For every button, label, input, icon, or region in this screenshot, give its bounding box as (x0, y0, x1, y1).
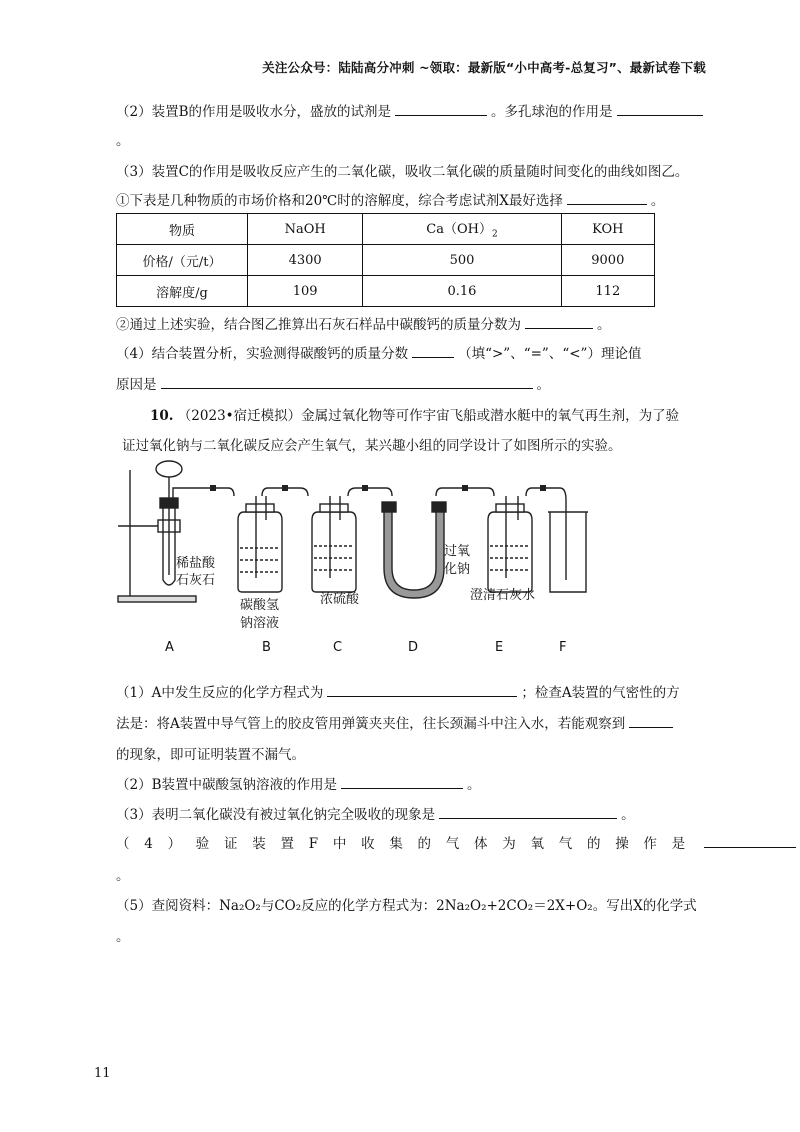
s4-char: 气 (558, 836, 573, 852)
label-na2o2-1: 过氧 (444, 544, 471, 559)
bottle-b (238, 512, 282, 592)
label-nahco3-1: 碳酸氢 (240, 598, 280, 613)
letter-a: A (165, 640, 174, 655)
table-cell: 价格/（元/t） (117, 245, 248, 276)
table-cell: 109 (248, 276, 363, 307)
letter-c: C (333, 640, 343, 655)
subq-4-end: 。 (116, 868, 130, 884)
subq-1-line-1 (116, 681, 680, 701)
q3-sub2-end: 。 (597, 317, 611, 333)
bottle-e (488, 512, 532, 592)
letter-e: E (495, 640, 504, 655)
label-nahco3-2: 钠溶液 (240, 616, 280, 631)
q4-text-2: （填“>”、“=”、“<”）理论值 (458, 346, 642, 362)
letter-d: D (408, 640, 419, 655)
bottle-f (550, 512, 586, 592)
letter-b: B (262, 640, 271, 655)
table-header-cell: KOH (561, 214, 654, 245)
q2-end: 。 (116, 133, 130, 149)
question-3-text: （3）装置C的作用是吸收反应产生的二氧化碳，吸收二氧化碳的质量随时间变化的曲线如图乙。 (116, 164, 689, 180)
subq-1-line-2 (116, 712, 677, 732)
s4-char: 验 (195, 836, 210, 852)
q3-sub1-end: 。 (650, 193, 665, 209)
q10-line-1-text: （2023•宿迁模拟）金属过氧化物等可作宇宙飞船或潜水艇中的氧气再生剂，为了验 (177, 408, 680, 424)
caoh-subscript: 2 (491, 229, 498, 240)
s4-char: 装 (252, 836, 266, 852)
s4-char: F (308, 836, 319, 852)
s4-char: ） (167, 836, 182, 852)
s3-end: 。 (621, 807, 635, 823)
label-limewater: 澄清石灰水 (470, 588, 536, 603)
bottle-c (312, 512, 356, 592)
subq-4 (116, 832, 796, 852)
table-cell: 4300 (248, 245, 363, 276)
question-number: 10. (150, 408, 174, 424)
s1-equation-blank[interactable] (327, 682, 517, 697)
q3-sub1-text: ①下表是几种物质的市场价格和20℃时的溶解度，综合考虑试剂X最好选择 (116, 193, 563, 209)
s1-text-c: 法是：将A装置中导气管上的胶皮管用弹簧夹夹住，往长颈漏斗中注入水，若能观察到 (116, 716, 626, 732)
q2-text-1: （2）装置B的作用是吸收水分，盛放的试剂是 (116, 104, 392, 120)
label-limestone: 石灰石 (176, 573, 216, 588)
question-10-line-2: 证过氧化钠与二氧化碳反应会产生氧气，某兴趣小组的同学设计了如图所示的实验。 (122, 438, 622, 454)
subq-1-line-3: 的现象，即可证明装置不漏气。 (116, 747, 305, 763)
page-header: 关注公众号：陆陆高分冲刺 ~领取：最新版“小中高考-总复习”、最新试卷下载 (262, 60, 706, 75)
s4-char: 的 (586, 836, 601, 852)
s1-text-a: （1）A中发生反应的化学方程式为 (116, 685, 324, 701)
s4-blank[interactable] (704, 833, 796, 848)
s2-blank[interactable] (341, 774, 463, 789)
s2-end: 。 (467, 777, 481, 793)
subq-3 (116, 803, 635, 823)
table-cell: 0.16 (363, 276, 561, 307)
s3-blank[interactable] (439, 804, 617, 819)
label-h2so4: 浓硫酸 (320, 592, 360, 607)
s4-char: 集 (389, 836, 403, 852)
s4-char: 证 (224, 836, 238, 852)
q4-end: 。 (536, 377, 550, 393)
s2-text: （2）B装置中碳酸氢钠溶液的作用是 (116, 777, 338, 793)
table-header-cell: NaOH (248, 214, 363, 245)
q2-text-2: 。多孔球泡的作用是 (491, 104, 613, 120)
s4-char: 中 (332, 836, 347, 852)
caoh-text: Ca（OH） (426, 222, 492, 238)
s4-char: 作 (643, 836, 657, 852)
s4-char: 氧 (530, 836, 544, 852)
table-cell: 112 (561, 276, 654, 307)
s4-char: 的 (417, 836, 432, 852)
s1-text-b: ；检查A装置的气密性的方 (521, 685, 680, 701)
s4-char: （ (116, 836, 130, 852)
s4-char: 置 (280, 836, 294, 852)
s4-char: 体 (474, 836, 488, 852)
subq-5: （5）查阅资料：Na₂O₂与CO₂反应的化学方程式为：2Na₂O₂+2CO₂＝2X+O₂。写出X的化学式 (116, 898, 697, 914)
s1-observation-blank[interactable] (629, 713, 673, 728)
table-cell: 9000 (561, 245, 654, 276)
s3-text: （3）表明二氧化碳没有被过氧化钠完全吸收的现象是 (116, 807, 436, 823)
table-cell: 500 (363, 245, 561, 276)
funnel-bowl (156, 461, 182, 477)
s4-char: 气 (445, 836, 460, 852)
subq-2 (116, 773, 481, 793)
label-hcl: 稀盐酸 (176, 556, 216, 571)
q4-reason-label: 原因是 (116, 377, 157, 393)
label-na2o2-2: 化钠 (444, 562, 471, 577)
page-number: 11 (94, 1066, 111, 1081)
letter-f: F (559, 640, 567, 655)
table-cell: 溶解度/g (117, 276, 248, 307)
s4-char: 是 (671, 836, 686, 852)
q3-sub2-text: ②通过上述实验，结合图乙推算出石灰石样品中碳酸钙的质量分数为 (116, 317, 521, 333)
s4-char: 为 (502, 836, 516, 852)
q4-text-1: （4）结合装置分析，实验测得碳酸钙的质量分数 (116, 346, 409, 362)
s4-char: 4 (144, 836, 153, 852)
stand-base (118, 596, 196, 602)
s4-char: 操 (615, 836, 629, 852)
table-header-cell: 物质 (117, 214, 248, 245)
subq-5-end: 。 (116, 929, 130, 945)
s4-char: 收 (361, 836, 375, 852)
